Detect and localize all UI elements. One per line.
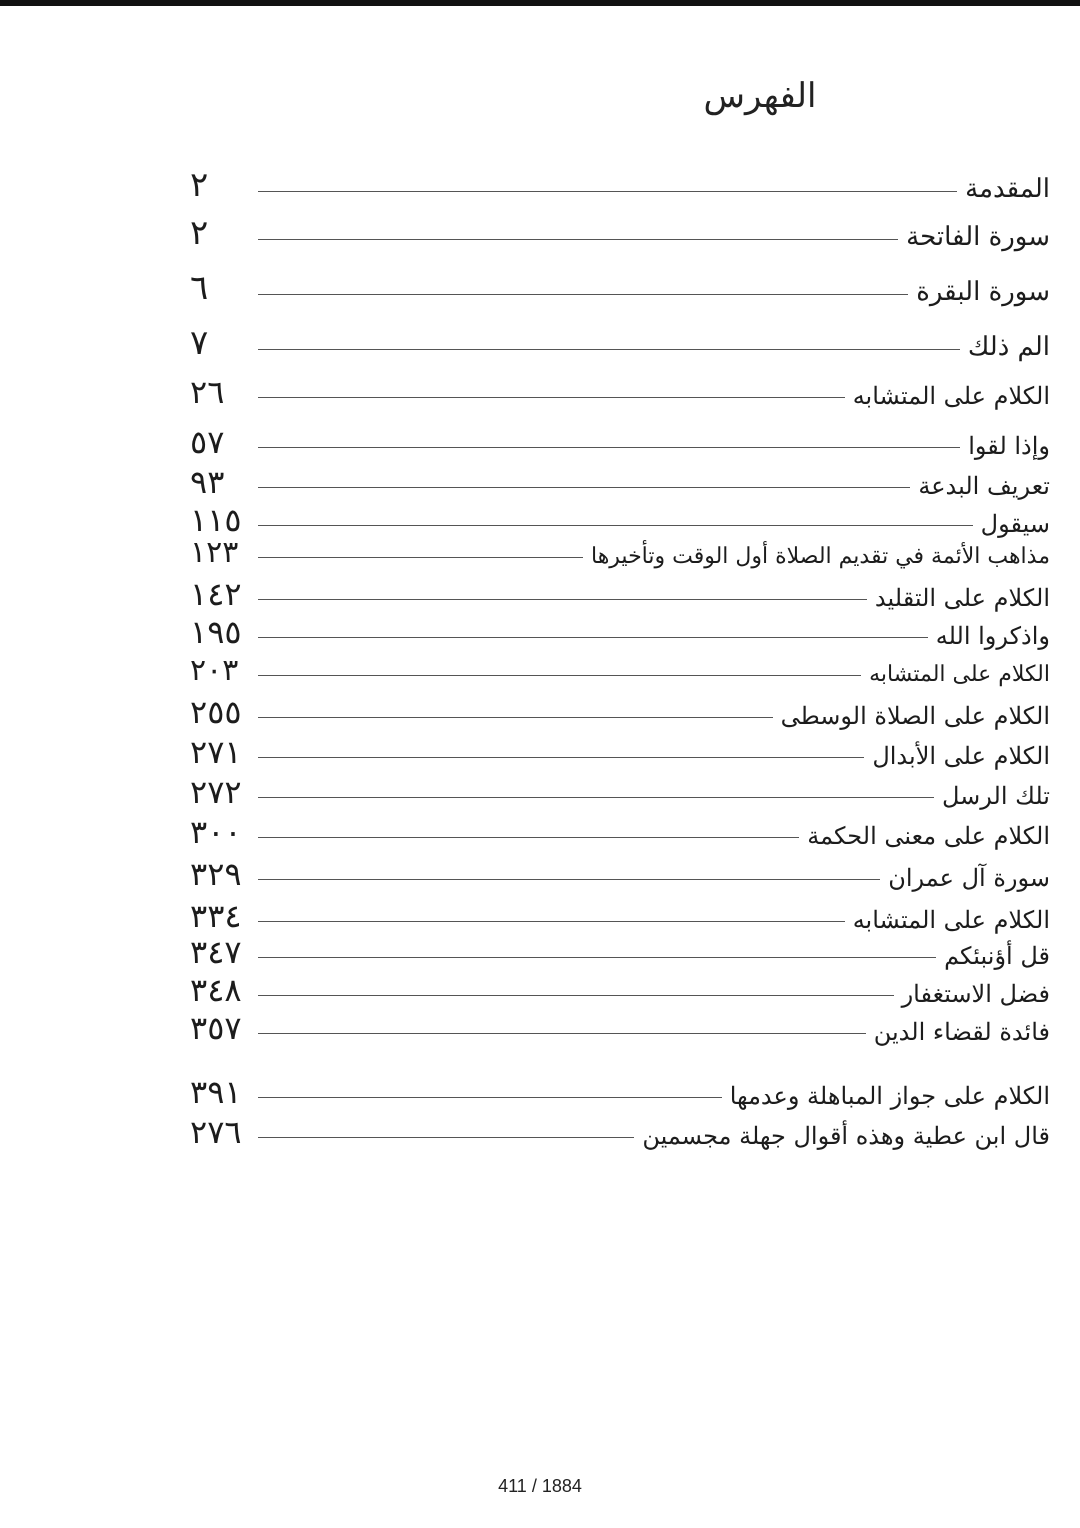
toc-page-number: ٧	[190, 323, 209, 363]
toc-entry-label: الكلام على الصلاة الوسطى	[780, 702, 1050, 730]
toc-entry	[150, 575, 1050, 613]
toc-leader-line	[258, 956, 936, 958]
toc-leader-line	[258, 1032, 866, 1034]
toc-page-number: ٢	[190, 213, 209, 253]
toc-leader-line	[258, 674, 861, 676]
toc-leader-line	[258, 190, 957, 192]
toc-leader-line	[258, 994, 894, 996]
toc-leader-line	[258, 1096, 722, 1098]
toc-page-number: ٣٣٤	[190, 897, 242, 935]
toc-entry	[150, 1073, 1050, 1111]
toc-entry	[150, 933, 1050, 971]
toc-entry	[150, 535, 1050, 570]
toc-entry	[150, 693, 1050, 731]
toc-entry	[150, 423, 1050, 461]
toc-entry-label: وإذا لقوا	[968, 432, 1050, 460]
toc-entry-label: الكلام على جواز المباهلة وعدمها	[729, 1082, 1050, 1110]
toc-entry	[150, 463, 1050, 501]
toc-entry	[150, 613, 1050, 651]
toc-entry	[150, 733, 1050, 771]
toc-page-number: ١٩٥	[190, 613, 242, 651]
toc-page-number: ٢٠٣	[190, 653, 239, 688]
toc-entry-label: سورة الفاتحة	[906, 222, 1050, 252]
toc-entry	[150, 323, 1050, 363]
toc-entry	[150, 773, 1050, 811]
toc-page-number: ٣٥٧	[190, 1009, 242, 1047]
toc-entry-label: قال ابن عطية وهذه أقوال جهلة مجسمين	[642, 1122, 1050, 1150]
toc-leader-line	[258, 524, 973, 526]
toc-entry-label: سيقول	[980, 510, 1050, 538]
toc-page-number: ٢٥٥	[190, 693, 242, 731]
toc-page-number: ٢٦	[190, 373, 225, 411]
toc-leader-line	[258, 238, 898, 240]
toc-leader-line	[258, 446, 960, 448]
toc-page-number: ١١٥	[190, 501, 242, 539]
toc-page-number: ٢	[190, 165, 209, 205]
toc-entry-label: الكلام على المتشابه	[852, 906, 1050, 934]
page-counter: 411 / 1884	[498, 1476, 582, 1496]
toc-leader-line	[258, 636, 928, 638]
toc-page-number: ٣٩١	[190, 1073, 242, 1111]
toc-entry-label: الم ذلك	[967, 332, 1050, 362]
toc-page-number: ٣٤٧	[190, 933, 242, 971]
page-title: الفهرس	[703, 76, 817, 116]
toc-leader-line	[258, 796, 934, 798]
toc-entry	[150, 1113, 1050, 1151]
toc-leader-line	[258, 920, 845, 922]
toc-entry	[150, 1009, 1050, 1047]
toc-page-number: ٣٤٨	[190, 971, 242, 1009]
toc-leader-line	[258, 1136, 634, 1138]
toc-leader-line	[258, 556, 583, 558]
document-page	[0, 6, 1080, 1528]
toc-page-number: ١٤٢	[190, 575, 242, 613]
toc-leader-line	[258, 486, 910, 488]
toc-entry	[150, 501, 1050, 539]
toc-entry-label: سورة آل عمران	[888, 864, 1050, 892]
toc-entry-label: فضل الاستغفار	[901, 980, 1050, 1008]
toc-entry-label: فائدة لقضاء الدين	[873, 1018, 1050, 1046]
toc-entry	[150, 813, 1050, 851]
toc-entry-label: الكلام على التقليد	[874, 584, 1050, 612]
toc-page-number: ٣٠٠	[190, 813, 242, 851]
toc-page-number: ٩٣	[190, 463, 225, 501]
toc-entry-label: تعريف البدعة	[918, 472, 1050, 500]
toc-page-number: ٣٢٩	[190, 855, 242, 893]
toc-entry	[150, 897, 1050, 935]
toc-page-number: ٢٧٦	[190, 1113, 242, 1151]
toc-entry	[150, 855, 1050, 893]
toc-leader-line	[258, 396, 845, 398]
toc-leader-line	[258, 836, 799, 838]
toc-leader-line	[258, 878, 880, 880]
toc-entry-label: الكلام على الأبدال	[872, 742, 1050, 770]
toc-entry	[150, 971, 1050, 1009]
toc-page-number: ٥٧	[190, 423, 225, 461]
toc-entry	[150, 268, 1050, 308]
toc-entry-label: تلك الرسل	[942, 782, 1050, 810]
toc-page-number: ٢٧١	[190, 733, 242, 771]
toc-entry	[150, 653, 1050, 688]
toc-entry	[150, 165, 1050, 205]
toc-entry-label: قل أؤنبئكم	[944, 942, 1050, 970]
toc-entry-label: مذاهب الأئمة في تقديم الصلاة أول الوقت وتأخيرها	[590, 544, 1050, 569]
toc-leader-line	[258, 598, 867, 600]
toc-leader-line	[258, 716, 773, 718]
toc-page-number: ٦	[190, 268, 209, 308]
toc-page-number: ١٢٣	[190, 535, 239, 570]
toc-entry	[150, 373, 1050, 411]
toc-entry-label: الكلام على المتشابه	[869, 662, 1050, 687]
toc-leader-line	[258, 348, 960, 350]
toc-leader-line	[258, 293, 908, 295]
toc-entry-label: واذكروا الله	[935, 622, 1050, 650]
toc-entry	[150, 213, 1050, 253]
toc-entry-label: المقدمة	[965, 174, 1050, 204]
toc-page-number: ٢٧٢	[190, 773, 242, 811]
toc-entry-label: سورة البقرة	[916, 277, 1050, 307]
toc-entry-label: الكلام على المتشابه	[852, 382, 1050, 410]
toc-entry-label: الكلام على معنى الحكمة	[807, 822, 1050, 850]
toc-leader-line	[258, 756, 864, 758]
